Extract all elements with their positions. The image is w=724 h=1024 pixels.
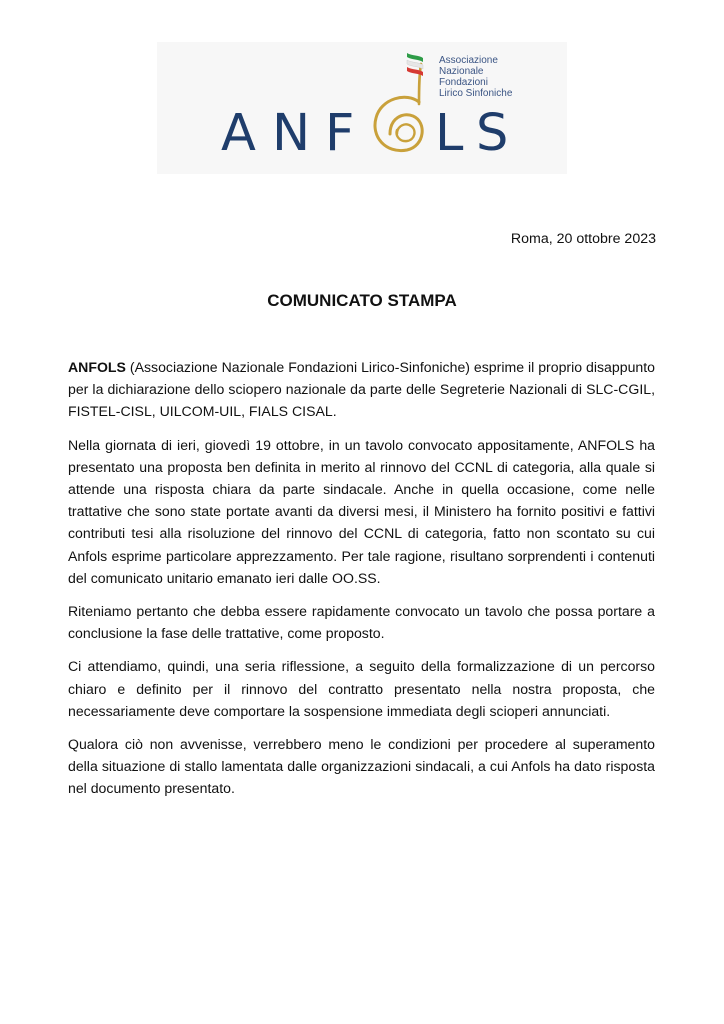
paragraph-1-lead: ANFOLS <box>68 359 126 375</box>
logo-subtitle <box>439 55 559 99</box>
logo-letter-s: S <box>476 104 509 163</box>
paragraph-4: Ci attendiamo, quindi, una seria riflessione, a seguito della formalizzazione di un percorso chiaro e definito per il rinnovo del contratto presentato nella nostra proposta, che necessariamente deve comportare la sospensione immediata degli scioperi annunciati. <box>68 658 655 719</box>
paragraph-5: Qualora ciò non avvenisse, verrebbero meno le condizioni per procedere al superamento della situazione di stallo lamentata dalle organizzazioni sindacali, a cui Anfols ha dato risposta nel documento presentato. <box>68 736 655 797</box>
logo-letter-a: A <box>221 104 256 163</box>
logo-subtitle-line: Lirico Sinfoniche <box>439 88 513 99</box>
logo-subtitle-line: Nazionale <box>439 66 484 77</box>
document-date: Roma, 20 ottobre 2023 <box>510 231 656 247</box>
logo-letter-n: N <box>272 104 311 163</box>
logo-subtitle-line: Fondazioni <box>439 77 488 88</box>
paragraph-2: Nella giornata di ieri, giovedì 19 ottobre, in un tavolo convocato appositamente, ANFOLS ha presentato una proposta ben definita in merito al rinnovo del CCNL di categoria, alla quale si attende una risposta chiara da parte sindacale. Anche in quella occasione, come nelle trattative che sono state portate avanti da diversi mesi, il Ministero ha fornito positivi e fattivi contributi tesi alla risoluzione del rinnovo del CCNL di categoria, fatto non scontato su cui Anfols esprime particolare apprezzamento. Per tale ragione, risultano sorprendenti i contenuti del comunicato unitario emanato ieri dalle OO.SS. <box>68 436 655 586</box>
document-body <box>68 356 655 811</box>
logo-letter-l: L <box>435 104 464 163</box>
logo-letter-f: F <box>325 104 355 163</box>
anfols-logo <box>157 42 567 174</box>
document-title: COMUNICATO STAMPA <box>267 291 457 310</box>
logo-subtitle-line: Associazione <box>439 55 498 66</box>
paragraph-1 <box>68 356 655 423</box>
paragraph-1-text: (Associazione Nazionale Fondazioni Lirico-Sinfoniche) esprime il proprio disappunto per la dichiarazione dello sciopero nazionale da parte delle Segreterie Nazionali di SLC-CGIL, FISTEL-CISL, UILCOM-UIL, FIALS CISAL. <box>68 359 655 420</box>
paragraph-3: Riteniamo pertanto che debba essere rapidamente convocato un tavolo che possa portare a conclusione la fase delle trattative, come proposto. <box>68 603 655 642</box>
